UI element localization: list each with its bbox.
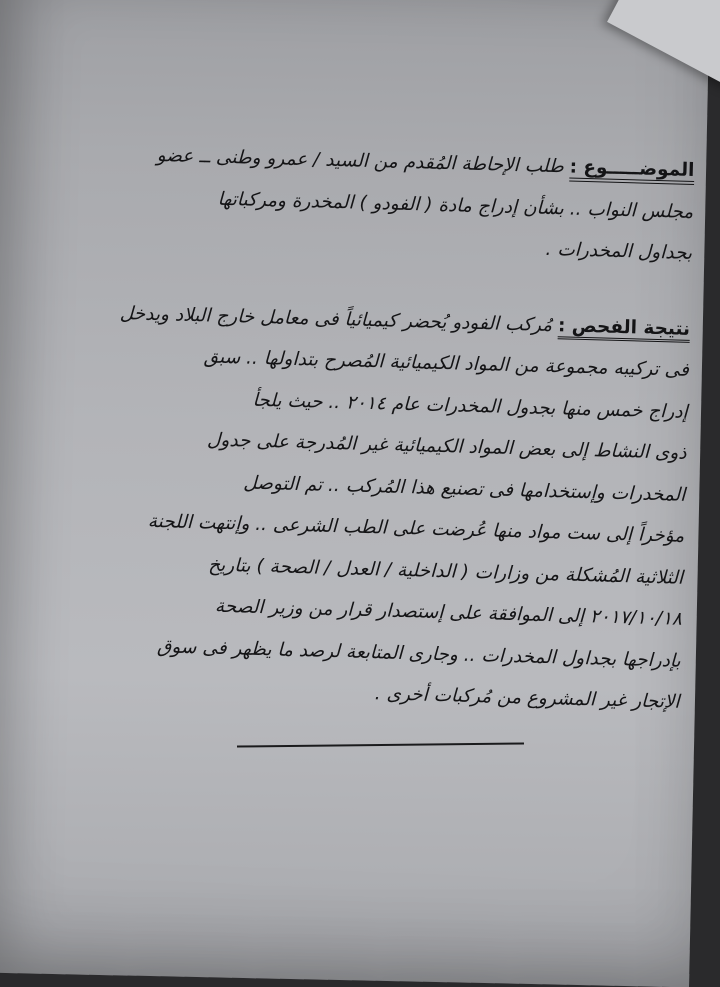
- result-line-10: الإتجار غير المشروع من مُركبات أخرى .: [374, 683, 680, 713]
- result-label: نتيجة الفحص :: [557, 314, 691, 340]
- subject-label: الموضـــــوع :: [569, 156, 695, 181]
- subject-text-1: طلب الإحاطة المُقدم من السيد / عمرو وطنى ــ عضو: [156, 144, 565, 178]
- subject-line-3: بجداول المخدرات .: [545, 238, 693, 264]
- document-body: [24, 132, 695, 724]
- result-line-5: المخدرات وإستخدامها فى تصنيع هذا المُركب .. تم التوصل: [242, 472, 686, 506]
- result-line-4: ذوى النشاط إلى بعض المواد الكيميائية غير المُدرجة على جدول: [206, 429, 687, 464]
- result-line-8: ٢٠١٧/١٠/١٨ إلى الموافقة على إستصدار قرار من وزير الصحة: [214, 595, 683, 630]
- result-line-7: الثلاثية المُشكلة من وزارات ( الداخلية / العدل / الصحة ) بتاريخ: [207, 554, 684, 589]
- result-line-6: مؤخراً إلى ست مواد منها عُرضت على الطب الشرعى .. وإنتهت اللجنة: [147, 510, 685, 547]
- result-text-1: مُركب الفودو يُحضر كيميائياً فى معامل خارج البلاد ويدخل: [119, 302, 553, 336]
- result-line-9: بإدراجها بجداول المخدرات .. وجارى المتابعة لرصد ما يظهر فى سوق: [156, 635, 682, 672]
- result-line-2: فى تركيبه مجموعة من المواد الكيميائية المُصرح بتداولها .. سبق: [203, 346, 690, 381]
- result-line-3: إدراج خمس منها بجدول المخدرات عام ٢٠١٤ .. حيث يلجأ: [252, 389, 688, 423]
- subject-line-2: مجلس النواب .. بشأن إدراج مادة ( الفودو ) المخدرة ومركباتها: [217, 188, 694, 223]
